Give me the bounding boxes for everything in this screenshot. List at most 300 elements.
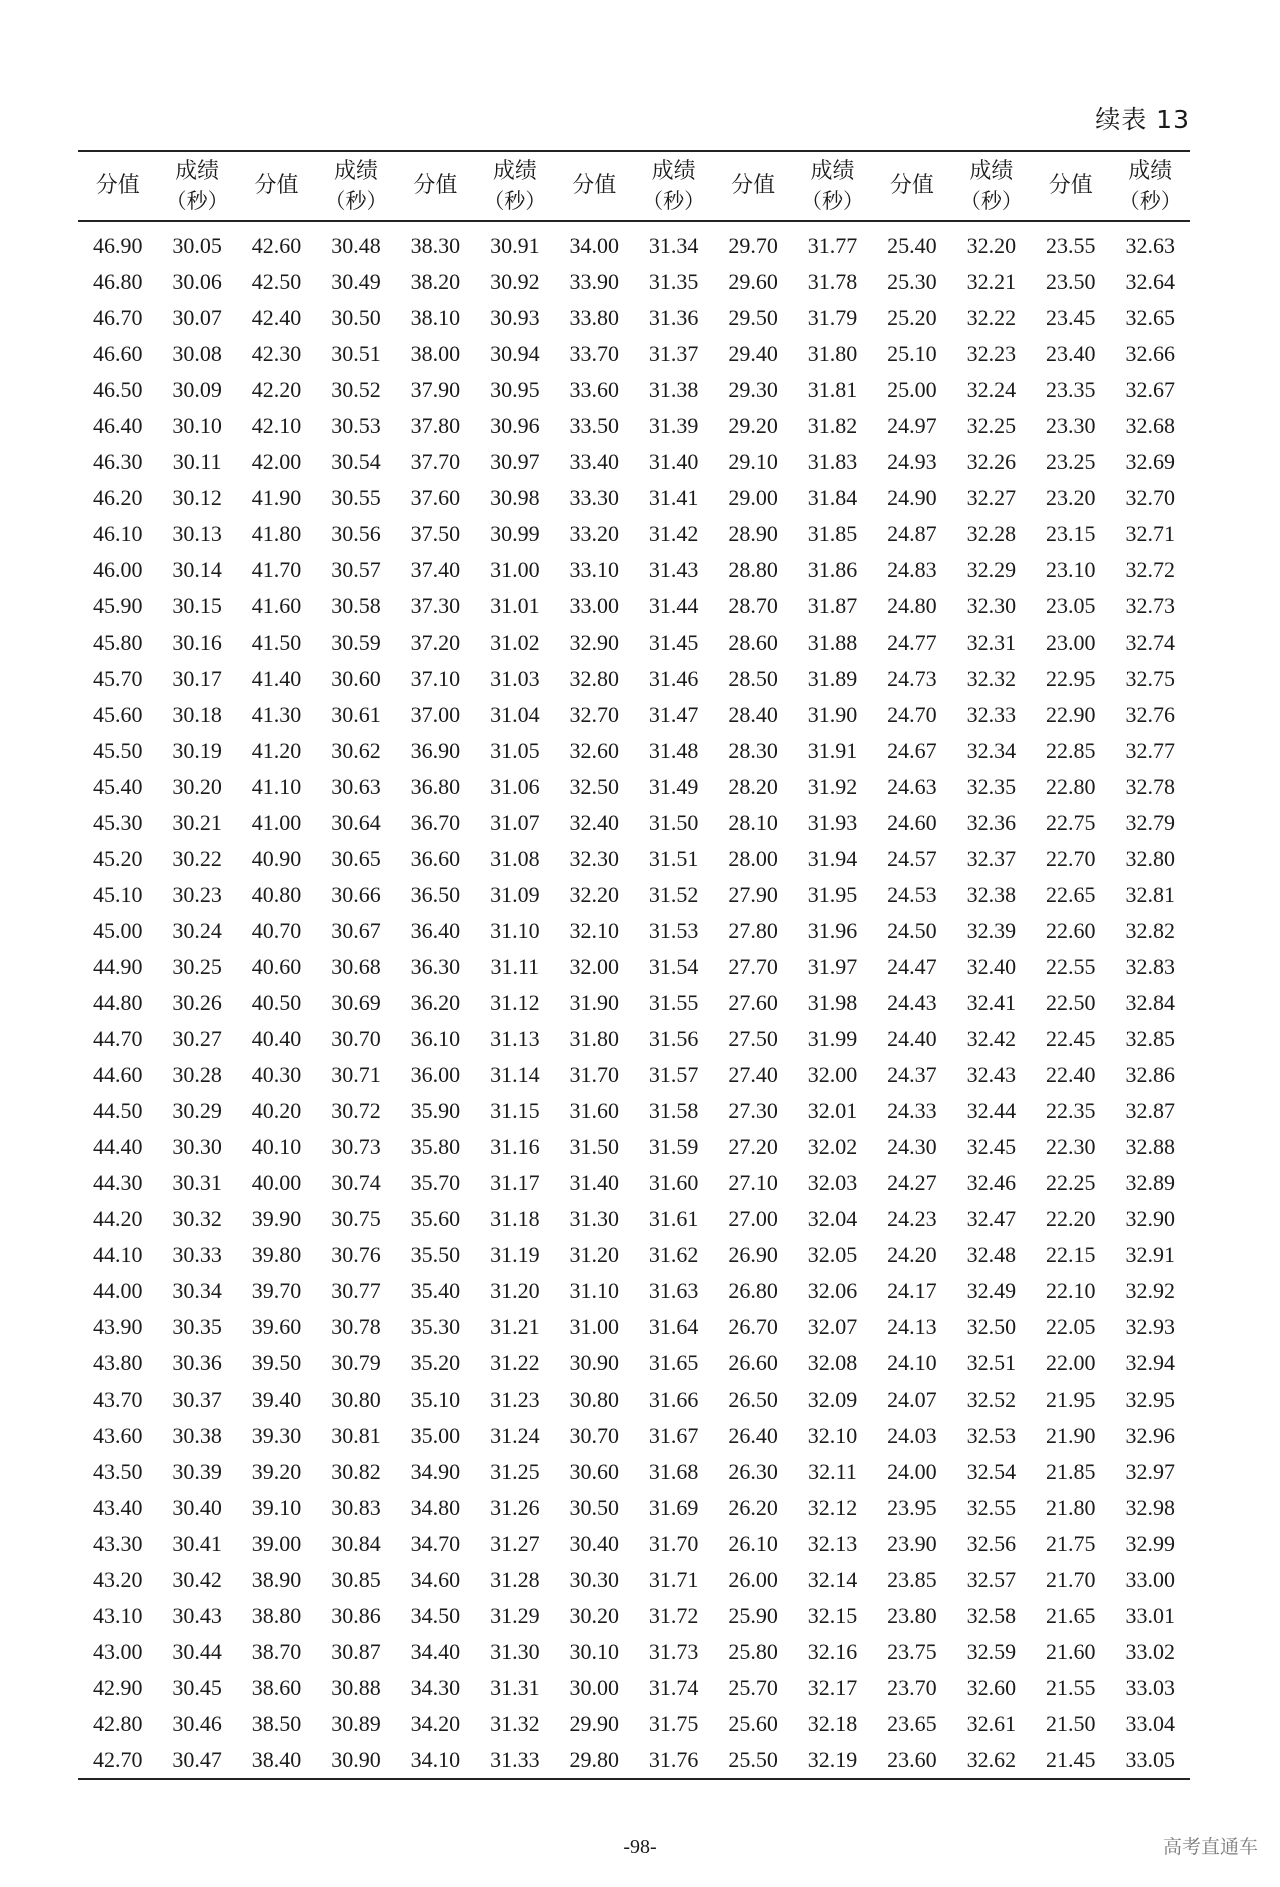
column-header-label: 分值: [572, 173, 617, 198]
score-cell: 24.47: [887, 953, 937, 979]
result-cell: 31.54: [648, 953, 699, 979]
result-cell: 31.98: [807, 990, 858, 1015]
score-cell: 23.30: [1046, 413, 1096, 439]
table-row: [78, 300, 1190, 336]
result-cell: 31.84: [807, 485, 858, 511]
score-cell: 22.75: [1046, 809, 1096, 835]
result-cell: 31.12: [490, 990, 540, 1015]
result-cell: 31.34: [648, 233, 699, 259]
result-cell: 30.83: [331, 1494, 381, 1520]
score-cell: 24.97: [887, 413, 937, 439]
result-cell: 31.43: [648, 557, 699, 583]
score-cell: 30.80: [569, 1386, 619, 1412]
score-cell: 40.80: [251, 881, 302, 907]
table-row: [78, 264, 1190, 300]
score-cell: 23.10: [1046, 557, 1096, 583]
result-cell: 31.52: [648, 881, 699, 907]
score-cell: 24.33: [887, 1098, 937, 1124]
result-cell: 32.73: [1125, 593, 1175, 619]
result-cell: 30.66: [331, 881, 381, 907]
result-cell: 30.80: [331, 1386, 381, 1412]
score-cell: 33.70: [569, 341, 619, 367]
result-cell: 30.58: [331, 593, 381, 619]
score-cell: 24.00: [887, 1458, 937, 1484]
score-cell: 33.20: [569, 521, 619, 547]
score-cell: 22.10: [1046, 1278, 1096, 1304]
result-cell: 31.09: [490, 881, 540, 907]
score-cell: 28.40: [728, 701, 778, 727]
result-cell: 30.35: [172, 1314, 222, 1340]
result-cell: 32.88: [1125, 1134, 1175, 1160]
result-cell: 31.64: [648, 1314, 699, 1340]
score-cell: 44.10: [92, 1242, 143, 1268]
score-cell: 45.40: [92, 773, 143, 799]
result-cell: 31.46: [648, 665, 699, 691]
score-cell: 22.60: [1046, 917, 1096, 943]
score-cell: 24.27: [887, 1170, 937, 1196]
result-cell: 31.06: [490, 773, 540, 799]
result-cell: 30.54: [331, 449, 381, 475]
result-cell: 31.16: [490, 1134, 540, 1160]
score-cell: 39.10: [251, 1494, 302, 1520]
score-cell: 41.40: [251, 665, 302, 691]
table-row: [78, 877, 1190, 913]
score-cell: 42.70: [92, 1746, 143, 1772]
score-cell: 36.10: [410, 1026, 461, 1052]
score-cell: 24.30: [887, 1134, 937, 1160]
score-cell: 22.50: [1046, 990, 1096, 1015]
score-cell: 34.10: [410, 1746, 461, 1772]
table-row: [78, 588, 1190, 624]
score-cell: 24.57: [887, 845, 937, 871]
score-cell: 46.40: [92, 413, 143, 439]
score-cell: 31.90: [569, 990, 619, 1015]
result-cell: 32.72: [1125, 557, 1175, 583]
result-cell: 32.66: [1125, 341, 1175, 367]
result-cell: 32.46: [966, 1170, 1017, 1196]
score-cell: 43.10: [92, 1602, 143, 1628]
result-cell: 31.59: [648, 1134, 699, 1160]
score-cell: 42.30: [251, 341, 302, 367]
score-cell: 22.20: [1046, 1206, 1096, 1232]
table-row: [78, 444, 1190, 480]
score-cell: 38.40: [251, 1746, 302, 1772]
table-row: [78, 1382, 1190, 1418]
score-cell: 38.10: [410, 305, 461, 331]
score-cell: 30.30: [569, 1566, 619, 1592]
result-cell: 30.21: [172, 809, 222, 835]
score-cell: 39.50: [251, 1350, 302, 1376]
table-row: [78, 516, 1190, 552]
score-cell: 22.25: [1046, 1170, 1096, 1196]
score-cell: 41.90: [251, 485, 302, 511]
score-cell: 25.80: [728, 1638, 778, 1664]
score-cell: 34.50: [410, 1602, 461, 1628]
result-cell: 32.47: [966, 1206, 1017, 1232]
score-cell: 21.85: [1046, 1458, 1096, 1484]
table-row: [78, 1021, 1190, 1057]
result-cell: 30.57: [331, 557, 381, 583]
result-cell: 31.11: [490, 953, 540, 979]
score-cell: 28.30: [728, 737, 778, 763]
page-number: -98-: [623, 1836, 657, 1858]
score-cell: 27.00: [728, 1206, 778, 1232]
score-cell: 38.30: [410, 233, 461, 259]
result-cell: 30.17: [172, 665, 222, 691]
score-cell: 31.20: [569, 1242, 619, 1268]
result-cell: 30.33: [172, 1242, 222, 1268]
result-cell: 32.13: [807, 1530, 858, 1556]
result-cell: 32.99: [1125, 1530, 1175, 1556]
score-cell: 43.00: [92, 1638, 143, 1664]
score-cell: 22.30: [1046, 1134, 1096, 1160]
score-cell: 22.65: [1046, 881, 1096, 907]
result-cell: 31.96: [807, 917, 858, 943]
result-cell: 31.71: [648, 1566, 699, 1592]
score-cell: 32.10: [569, 917, 619, 943]
result-cell: 32.07: [807, 1314, 858, 1340]
result-cell: 30.93: [490, 305, 540, 331]
table-row: [78, 1526, 1190, 1562]
result-cell: 31.47: [648, 701, 699, 727]
score-cell: 37.20: [410, 629, 461, 655]
score-cell: 35.30: [410, 1314, 461, 1340]
result-cell: 32.40: [966, 953, 1017, 979]
score-cell: 30.20: [569, 1602, 619, 1628]
column-header-label: 分值: [95, 173, 140, 198]
score-cell: 24.23: [887, 1206, 937, 1232]
result-cell: 30.44: [172, 1638, 222, 1664]
result-cell: 32.57: [966, 1566, 1017, 1592]
result-cell: 30.14: [172, 557, 222, 583]
result-cell: 30.26: [172, 990, 222, 1015]
score-cell: 23.65: [887, 1710, 937, 1736]
result-cell: 32.53: [966, 1422, 1017, 1448]
result-cell: 30.98: [490, 485, 540, 511]
result-cell: 31.49: [648, 773, 699, 799]
score-cell: 40.50: [251, 990, 302, 1015]
continued-table-title: 续表 13: [1095, 105, 1190, 134]
result-cell: 31.82: [807, 413, 858, 439]
result-cell: 31.17: [490, 1170, 540, 1196]
score-cell: 24.83: [887, 557, 937, 583]
score-cell: 29.70: [728, 233, 778, 259]
result-cell: 30.78: [331, 1314, 381, 1340]
result-cell: 32.60: [966, 1674, 1017, 1700]
result-cell: 31.20: [490, 1278, 540, 1304]
result-cell: 31.51: [648, 845, 699, 871]
score-cell: 43.50: [92, 1458, 143, 1484]
result-cell: 31.86: [807, 557, 858, 583]
result-cell: 32.08: [807, 1350, 858, 1376]
score-cell: 39.30: [251, 1422, 302, 1448]
result-cell: 31.45: [648, 629, 699, 655]
result-cell: 30.91: [490, 233, 540, 259]
result-cell: 32.76: [1125, 701, 1175, 727]
result-cell: 32.78: [1125, 773, 1175, 799]
result-cell: 30.07: [172, 305, 222, 331]
table-row: [78, 769, 1190, 805]
result-cell: 32.55: [966, 1494, 1017, 1520]
score-cell: 33.60: [569, 377, 619, 403]
result-cell: 31.14: [490, 1062, 540, 1088]
score-cell: 32.30: [569, 845, 619, 871]
column-header-label: 成绩: [1128, 159, 1173, 184]
score-cell: 31.50: [569, 1134, 619, 1160]
score-cell: 41.50: [251, 629, 302, 655]
result-cell: 32.67: [1125, 377, 1175, 403]
score-cell: 24.03: [887, 1422, 937, 1448]
score-cell: 38.70: [251, 1638, 302, 1664]
score-cell: 43.90: [92, 1314, 143, 1340]
score-cell: 44.50: [92, 1098, 143, 1124]
result-cell: 31.30: [490, 1638, 540, 1664]
score-cell: 33.40: [569, 449, 619, 475]
score-cell: 22.05: [1046, 1314, 1096, 1340]
score-cell: 27.30: [728, 1098, 778, 1124]
table-row: [78, 1201, 1190, 1237]
score-cell: 28.10: [728, 809, 778, 835]
column-header-label: 成绩: [810, 159, 855, 184]
score-cell: 46.30: [92, 449, 143, 475]
score-cell: 45.70: [92, 665, 143, 691]
result-cell: 31.40: [648, 449, 699, 475]
header-row: [78, 151, 1190, 221]
column-header-score: [78, 151, 157, 221]
score-cell: 37.40: [410, 557, 461, 583]
result-cell: 30.30: [172, 1134, 222, 1160]
result-cell: 31.94: [807, 845, 858, 871]
table-row: [78, 552, 1190, 588]
score-cell: 28.90: [728, 521, 778, 547]
column-header-label: 分值: [413, 173, 458, 198]
score-cell: 42.80: [92, 1710, 143, 1736]
column-header-score: [1031, 151, 1110, 221]
result-cell: 32.65: [1125, 305, 1175, 331]
result-cell: 32.42: [966, 1026, 1017, 1052]
column-header-unit: （秒）: [165, 189, 229, 213]
column-header-label: 成绩: [175, 159, 220, 184]
result-cell: 32.09: [807, 1386, 858, 1412]
result-cell: 32.14: [807, 1566, 858, 1592]
result-cell: 31.91: [807, 737, 858, 763]
score-cell: 26.20: [728, 1494, 778, 1520]
column-header-result: [793, 151, 872, 221]
score-cell: 38.90: [251, 1566, 302, 1592]
column-header-label: 分值: [889, 173, 934, 198]
result-cell: 32.56: [966, 1530, 1017, 1556]
result-cell: 30.62: [331, 737, 381, 763]
score-cell: 25.20: [887, 305, 937, 331]
score-cell: 46.60: [92, 341, 143, 367]
score-cell: 30.90: [569, 1350, 619, 1376]
table-header: [78, 151, 1190, 221]
score-cell: 23.80: [887, 1602, 937, 1628]
score-cell: 27.10: [728, 1170, 778, 1196]
score-cell: 21.45: [1046, 1746, 1096, 1772]
score-cell: 26.90: [728, 1242, 778, 1268]
score-cell: 21.70: [1046, 1566, 1096, 1592]
result-cell: 32.68: [1125, 413, 1175, 439]
result-cell: 32.74: [1125, 629, 1175, 655]
result-cell: 32.50: [966, 1314, 1017, 1340]
table-body: [78, 221, 1190, 1779]
score-cell: 37.30: [410, 593, 461, 619]
score-cell: 22.80: [1046, 773, 1096, 799]
result-cell: 33.03: [1125, 1674, 1175, 1700]
score-cell: 41.30: [251, 701, 302, 727]
result-cell: 30.09: [172, 377, 222, 403]
score-cell: 43.60: [92, 1422, 143, 1448]
result-cell: 30.52: [331, 377, 381, 403]
score-cell: 23.85: [887, 1566, 937, 1592]
score-cell: 35.60: [410, 1206, 461, 1232]
result-cell: 30.92: [490, 269, 540, 295]
column-header-label: 成绩: [333, 159, 378, 184]
score-cell: 46.50: [92, 377, 143, 403]
result-cell: 32.71: [1125, 521, 1175, 547]
score-cell: 24.87: [887, 521, 937, 547]
result-cell: 31.87: [807, 593, 858, 619]
score-cell: 38.80: [251, 1602, 302, 1628]
score-cell: 28.20: [728, 773, 778, 799]
score-cell: 34.20: [410, 1710, 461, 1736]
result-cell: 30.42: [172, 1566, 222, 1592]
result-cell: 32.43: [966, 1062, 1017, 1088]
score-cell: 29.00: [728, 485, 778, 511]
column-header-label: 分值: [731, 173, 776, 198]
result-cell: 32.38: [966, 881, 1017, 907]
result-cell: 32.92: [1125, 1278, 1175, 1304]
score-cell: 35.70: [410, 1170, 461, 1196]
result-cell: 30.10: [172, 413, 222, 439]
result-cell: 30.56: [331, 521, 381, 547]
score-cell: 44.00: [92, 1278, 143, 1304]
result-cell: 30.90: [331, 1746, 381, 1772]
result-cell: 30.22: [172, 845, 222, 871]
score-cell: 23.05: [1046, 593, 1096, 619]
column-header-label: 成绩: [492, 159, 537, 184]
score-cell: 24.53: [887, 881, 937, 907]
score-cell: 31.60: [569, 1098, 619, 1124]
score-cell: 45.30: [92, 809, 143, 835]
result-cell: 31.74: [648, 1674, 699, 1700]
column-header-label: 成绩: [969, 159, 1014, 184]
result-cell: 30.82: [331, 1458, 381, 1484]
score-cell: 42.10: [251, 413, 302, 439]
result-cell: 32.27: [966, 485, 1017, 511]
score-cell: 41.10: [251, 773, 302, 799]
table-row: [78, 985, 1190, 1021]
score-cell: 42.60: [251, 233, 302, 259]
score-cell: 35.00: [410, 1422, 461, 1448]
score-cell: 32.70: [569, 701, 619, 727]
result-cell: 32.54: [966, 1458, 1017, 1484]
score-cell: 35.40: [410, 1278, 461, 1304]
score-cell: 43.80: [92, 1350, 143, 1376]
table-row: [78, 697, 1190, 733]
score-cell: 33.30: [569, 485, 619, 511]
result-cell: 30.34: [172, 1278, 222, 1304]
table-row: [78, 1418, 1190, 1454]
result-cell: 32.61: [966, 1710, 1017, 1736]
result-cell: 31.29: [490, 1602, 540, 1628]
score-cell: 44.80: [92, 990, 143, 1015]
result-cell: 32.05: [807, 1242, 858, 1268]
score-cell: 33.10: [569, 557, 619, 583]
score-cell: 37.50: [410, 521, 461, 547]
score-cell: 25.30: [887, 269, 937, 295]
result-cell: 31.83: [807, 449, 858, 475]
column-header-score: [713, 151, 792, 221]
table-row: [78, 1093, 1190, 1129]
score-cell: 25.70: [728, 1674, 778, 1700]
table-row: [78, 372, 1190, 408]
table-row: [78, 1057, 1190, 1093]
watermark: 高考直通车: [1162, 1836, 1258, 1858]
result-cell: 31.41: [648, 485, 699, 511]
table-row: [78, 913, 1190, 949]
result-cell: 30.45: [172, 1674, 222, 1700]
score-cell: 25.00: [887, 377, 937, 403]
result-cell: 31.50: [648, 809, 699, 835]
result-cell: 30.08: [172, 341, 222, 367]
score-cell: 24.90: [887, 485, 937, 511]
result-cell: 30.29: [172, 1098, 222, 1124]
score-cell: 23.25: [1046, 449, 1096, 475]
result-cell: 31.03: [490, 665, 540, 691]
score-cell: 24.77: [887, 629, 937, 655]
result-cell: 30.50: [331, 305, 381, 331]
score-cell: 26.00: [728, 1566, 778, 1592]
result-cell: 31.10: [490, 917, 540, 943]
score-cell: 45.90: [92, 593, 143, 619]
result-cell: 32.02: [807, 1134, 858, 1160]
result-cell: 30.71: [331, 1062, 381, 1088]
score-cell: 23.20: [1046, 485, 1096, 511]
result-cell: 30.20: [172, 773, 222, 799]
result-cell: 31.53: [648, 917, 699, 943]
score-cell: 29.50: [728, 305, 778, 331]
result-cell: 31.18: [490, 1206, 540, 1232]
table-row: [78, 408, 1190, 444]
score-cell: 41.20: [251, 737, 302, 763]
score-cell: 36.00: [410, 1062, 461, 1088]
score-cell: 42.40: [251, 305, 302, 331]
score-cell: 28.50: [728, 665, 778, 691]
result-cell: 31.37: [648, 341, 699, 367]
score-cell: 28.60: [728, 629, 778, 655]
column-header-unit: （秒）: [959, 189, 1023, 213]
score-cell: 37.80: [410, 413, 461, 439]
table-row: [78, 480, 1190, 516]
result-cell: 30.84: [331, 1530, 381, 1556]
score-cell: 41.70: [251, 557, 302, 583]
score-cell: 24.50: [887, 917, 937, 943]
result-cell: 30.40: [172, 1494, 222, 1520]
result-cell: 30.95: [490, 377, 540, 403]
result-cell: 31.48: [648, 737, 699, 763]
result-cell: 30.19: [172, 737, 222, 763]
table-row: [78, 336, 1190, 372]
result-cell: 31.60: [648, 1170, 699, 1196]
result-cell: 32.32: [966, 665, 1017, 691]
table-row: [78, 1454, 1190, 1490]
result-cell: 30.16: [172, 629, 222, 655]
column-header-unit: （秒）: [642, 189, 706, 213]
score-cell: 29.40: [728, 341, 778, 367]
result-cell: 32.52: [966, 1386, 1017, 1412]
